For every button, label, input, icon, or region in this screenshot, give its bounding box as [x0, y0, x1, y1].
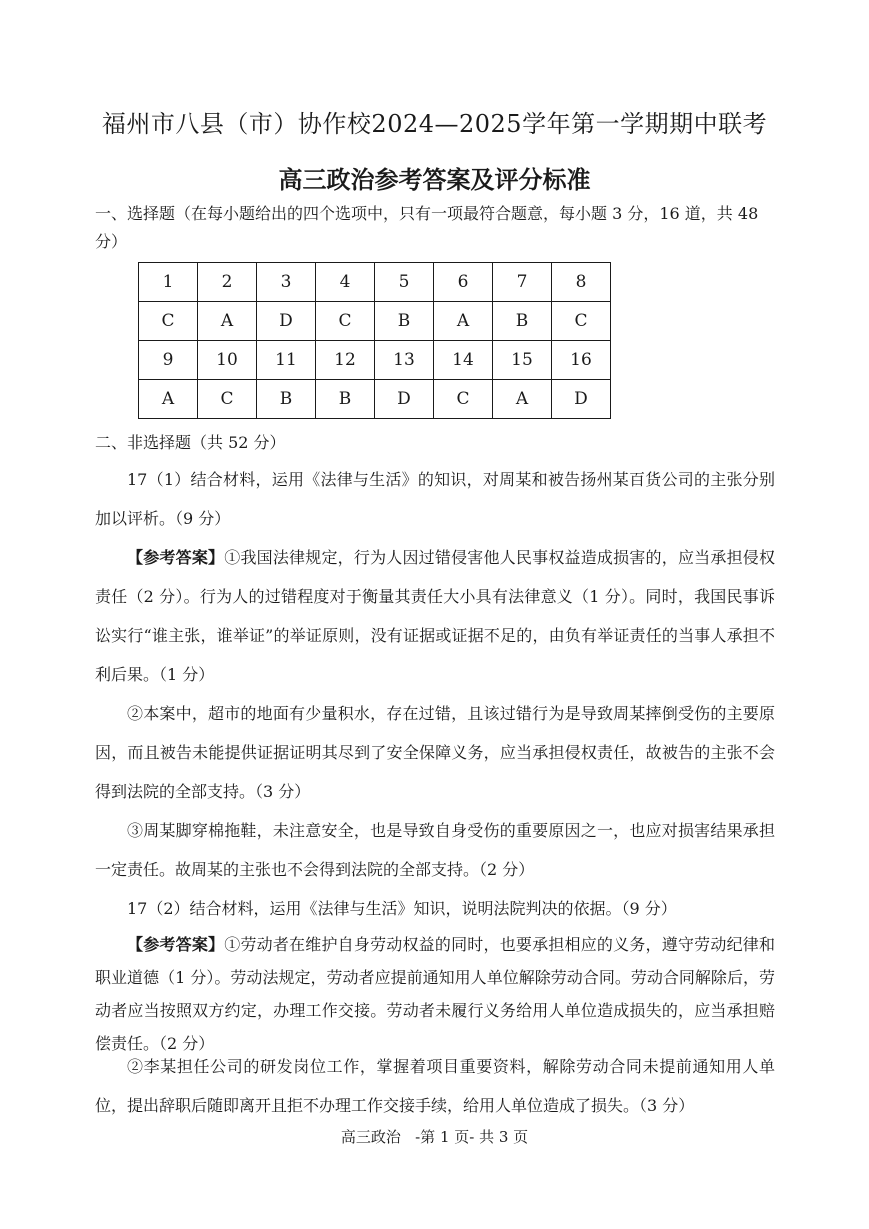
question-number-cell: 9 [139, 341, 198, 380]
answer-17-1-paragraph-1 [95, 538, 775, 694]
answer-cell: A [493, 380, 552, 419]
answer-table [138, 262, 611, 419]
answer-cell: C [198, 380, 257, 419]
answer-17-1-paragraph-3: ③周某脚穿棉拖鞋，未注意安全，也是导致自身受伤的重要原因之一，也应对损害结果承担一定责任。故周某的主张也不会得到法院的全部支持。（2 分） [95, 821, 775, 879]
answer-cell: C [316, 302, 375, 341]
question-number-cell: 5 [375, 263, 434, 302]
answer-cell: D [552, 380, 611, 419]
answer-cell: A [198, 302, 257, 341]
question-number-cell: 3 [257, 263, 316, 302]
answer-17-1-paragraph-2: ②本案中，超市的地面有少量积水，存在过错，且该过错行为是导致周某摔倒受伤的主要原因，而且被告未能提供证据证明其尽到了安全保障义务，应当承担侵权责任，故被告的主张不会得到法院的全部支持。（3 分） [95, 704, 775, 801]
table-row [139, 302, 611, 341]
section-nonchoice-heading: 二、非选择题（共 52 分） [95, 433, 286, 452]
question-number-cell: 6 [434, 263, 493, 302]
document-title: 福州市八县（市）协作校2024—2025学年第一学期期中联考 [101, 110, 768, 138]
table-row [139, 263, 611, 302]
answer-cell: A [434, 302, 493, 341]
answer-label: 【参考答案】 [127, 935, 225, 954]
question-number-cell: 15 [493, 341, 552, 380]
question-number-cell: 1 [139, 263, 198, 302]
question-number-cell: 2 [198, 263, 257, 302]
answer-cell: A [139, 380, 198, 419]
answer-17-2-paragraph-2: ②李某担任公司的研发岗位工作，掌握着项目重要资料，解除劳动合同未提前通知用人单位，提出辞职后随即离开且拒不办理工作交接手续，给用人单位造成了损失。（3 分） [95, 1057, 775, 1115]
answer-cell: B [257, 380, 316, 419]
answer-text: ①我国法律规定，行为人因过错侵害他人民事权益造成损害的，应当承担侵权责任（2 分）。行为人的过错程度对于衡量其责任大小具有法律意义（1 分）。同时，我国民事诉讼实行“谁主张，谁举证”的举证原则，没有证据或证据不足的，由负有举证责任的当事人承担不利后果。（1 分） [95, 548, 775, 684]
question-number-cell: 12 [316, 341, 375, 380]
answer-17-2-paragraph-1 [95, 928, 775, 1060]
page-footer: 高三政治 -第 1 页- 共 3 页 [340, 1128, 529, 1146]
answer-cell: C [434, 380, 493, 419]
question-number-cell: 8 [552, 263, 611, 302]
section-choice-heading: 一、选择题（在每小题给出的四个选项中，只有一项最符合题意，每小题 3 分，16 道，共 48 分） [95, 204, 759, 251]
answer-cell: B [316, 380, 375, 419]
question-17-1: 17（1）结合材料，运用《法律与生活》的知识，对周某和被告扬州某百货公司的主张分别加以评析。（9 分） [95, 470, 775, 528]
answer-cell: B [493, 302, 552, 341]
question-number-cell: 16 [552, 341, 611, 380]
answer-cell: D [375, 380, 434, 419]
question-number-cell: 13 [375, 341, 434, 380]
answer-cell: B [375, 302, 434, 341]
answer-text: ①劳动者在维护自身劳动权益的同时，也要承担相应的义务，遵守劳动纪律和职业道德（1 分）。劳动法规定，劳动者应提前通知用人单位解除劳动合同。劳动合同解除后，劳动者应当按照双方约定，办理工作交接。劳动者未履行义务给用人单位造成损失的，应当承担赔偿责任。（2 分） [95, 935, 775, 1053]
answer-cell: C [552, 302, 611, 341]
table-row [139, 341, 611, 380]
answer-label: 【参考答案】 [127, 548, 225, 567]
answer-cell: C [139, 302, 198, 341]
question-number-cell: 7 [493, 263, 552, 302]
question-number-cell: 4 [316, 263, 375, 302]
question-number-cell: 11 [257, 341, 316, 380]
table-row [139, 380, 611, 419]
question-number-cell: 10 [198, 341, 257, 380]
answer-cell: D [257, 302, 316, 341]
document-subtitle: 高三政治参考答案及评分标准 [278, 165, 591, 194]
question-17-2: 17（2）结合材料，运用《法律与生活》知识，说明法院判决的依据。（9 分） [127, 899, 677, 918]
question-number-cell: 14 [434, 341, 493, 380]
